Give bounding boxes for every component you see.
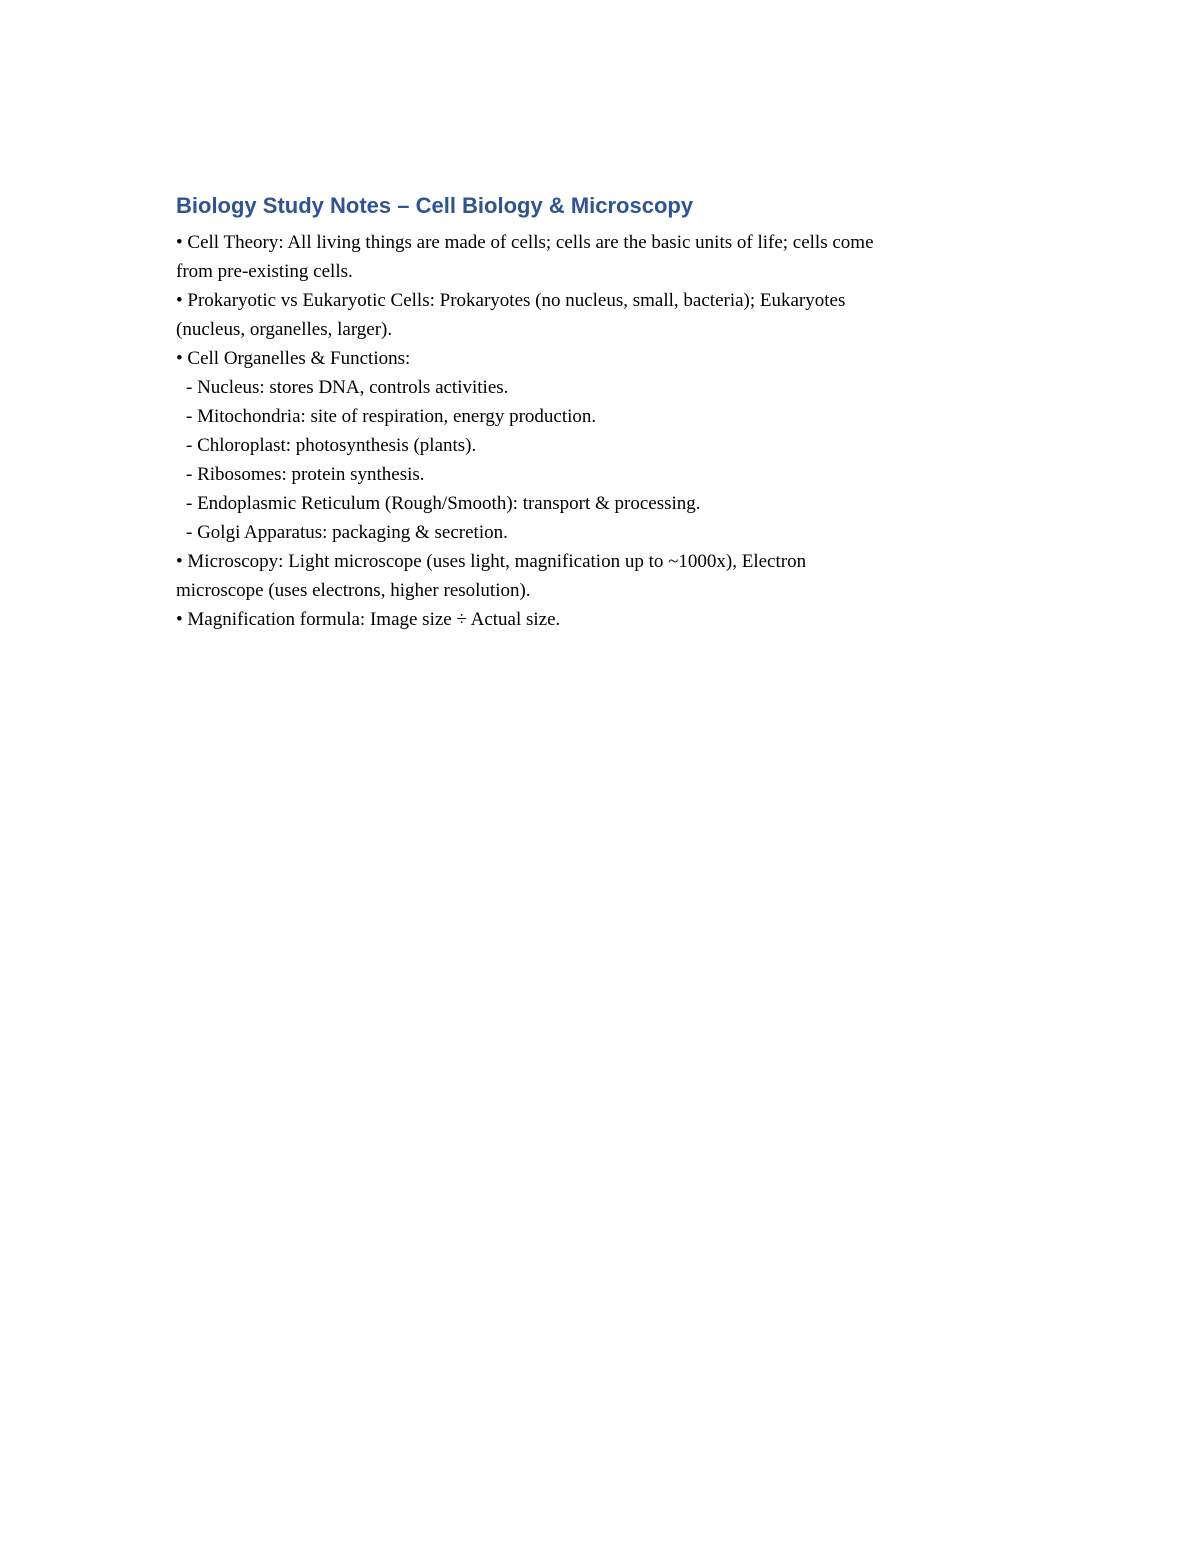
note-line: • Cell Organelles & Functions:	[176, 348, 411, 369]
document-title: Biology Study Notes – Cell Biology & Microscopy	[176, 193, 694, 218]
sub-item-line: - Chloroplast: photosynthesis (plants).	[186, 435, 477, 456]
notes-body	[176, 228, 1026, 634]
note-line: microscope (uses electrons, higher resolution).	[176, 580, 531, 601]
sub-item-line: - Golgi Apparatus: packaging & secretion.	[186, 522, 508, 543]
sub-item-line: - Nucleus: stores DNA, controls activities.	[186, 377, 509, 398]
note-line: • Microscopy: Light microscope (uses light, magnification up to ~1000x), Electron	[176, 551, 807, 572]
note-line: • Prokaryotic vs Eukaryotic Cells: Prokaryotes (no nucleus, small, bacteria); Eukaryotes	[176, 290, 846, 311]
sub-item-line: - Ribosomes: protein synthesis.	[186, 464, 425, 485]
sub-item-line: - Mitochondria: site of respiration, energy production.	[186, 406, 597, 427]
sub-item-line: - Endoplasmic Reticulum (Rough/Smooth): transport & processing.	[186, 493, 701, 514]
note-line: from pre-existing cells.	[176, 261, 353, 282]
note-line: (nucleus, organelles, larger).	[176, 319, 393, 340]
note-line: • Magnification formula: Image size ÷ Actual size.	[176, 609, 561, 630]
document-content	[176, 190, 1026, 634]
note-line: • Cell Theory: All living things are made of cells; cells are the basic units of life; cells come	[176, 232, 874, 253]
